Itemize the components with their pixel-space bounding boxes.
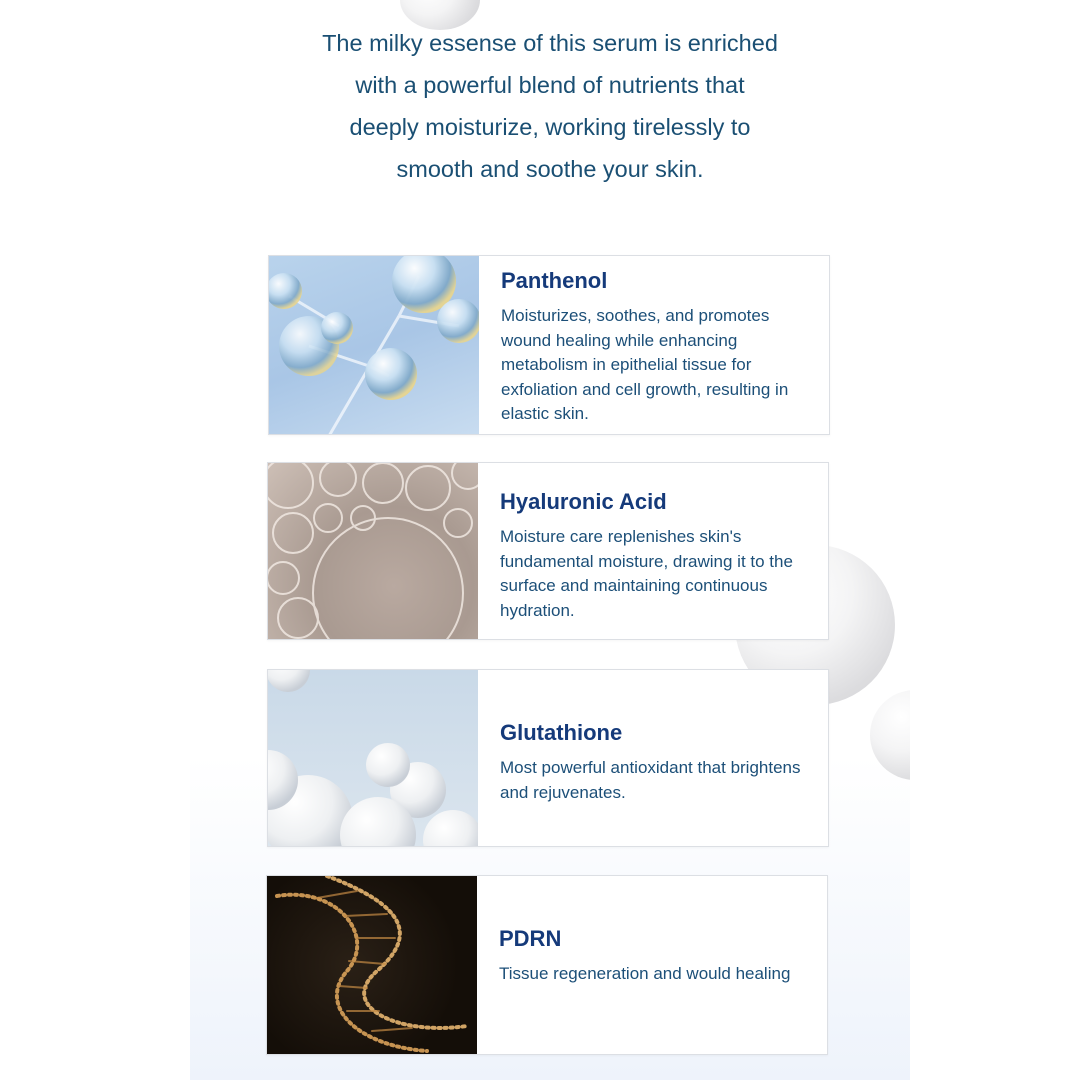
pdrn-image bbox=[267, 876, 477, 1054]
ingredient-card-panthenol bbox=[268, 255, 830, 435]
decorative-pearl bbox=[870, 690, 910, 780]
ingredient-card-hyaluronic-acid bbox=[267, 462, 829, 640]
ingredient-description: Moisturizes, soothes, and promotes wound healing while enhancing metabolism in epithelial tissue for exfoliation and cell growth, resulting in elastic skin. bbox=[501, 306, 789, 423]
ingredient-description: Most powerful antioxidant that brightens and rejuvenates. bbox=[500, 758, 801, 802]
ingredient-card-pdrn bbox=[266, 875, 828, 1055]
panthenol-image bbox=[269, 256, 479, 434]
ingredient-card-glutathione bbox=[267, 669, 829, 847]
ingredient-title: Panthenol bbox=[501, 268, 608, 293]
molecule-illustration bbox=[269, 256, 479, 434]
ingredient-title: Glutathione bbox=[500, 720, 623, 745]
intro-headline: The milky essense of this serum is enriched with a powerful blend of nutrients that deeply moisturize, working tirelessly to smooth and soothe your skin. bbox=[322, 30, 778, 182]
hyaluronic-acid-image bbox=[268, 463, 478, 639]
ingredient-description: Moisture care replenishes skin's fundamental moisture, drawing it to the surface and maintaining continuous hydration. bbox=[500, 527, 793, 620]
spheres-illustration bbox=[268, 670, 478, 846]
bubbles-illustration bbox=[268, 463, 478, 639]
glutathione-image bbox=[268, 670, 478, 846]
dna-illustration bbox=[267, 876, 477, 1054]
ingredient-title: Hyaluronic Acid bbox=[500, 489, 667, 514]
ingredient-description: Tissue regeneration and would healing bbox=[499, 964, 791, 983]
ingredient-title: PDRN bbox=[499, 926, 562, 951]
